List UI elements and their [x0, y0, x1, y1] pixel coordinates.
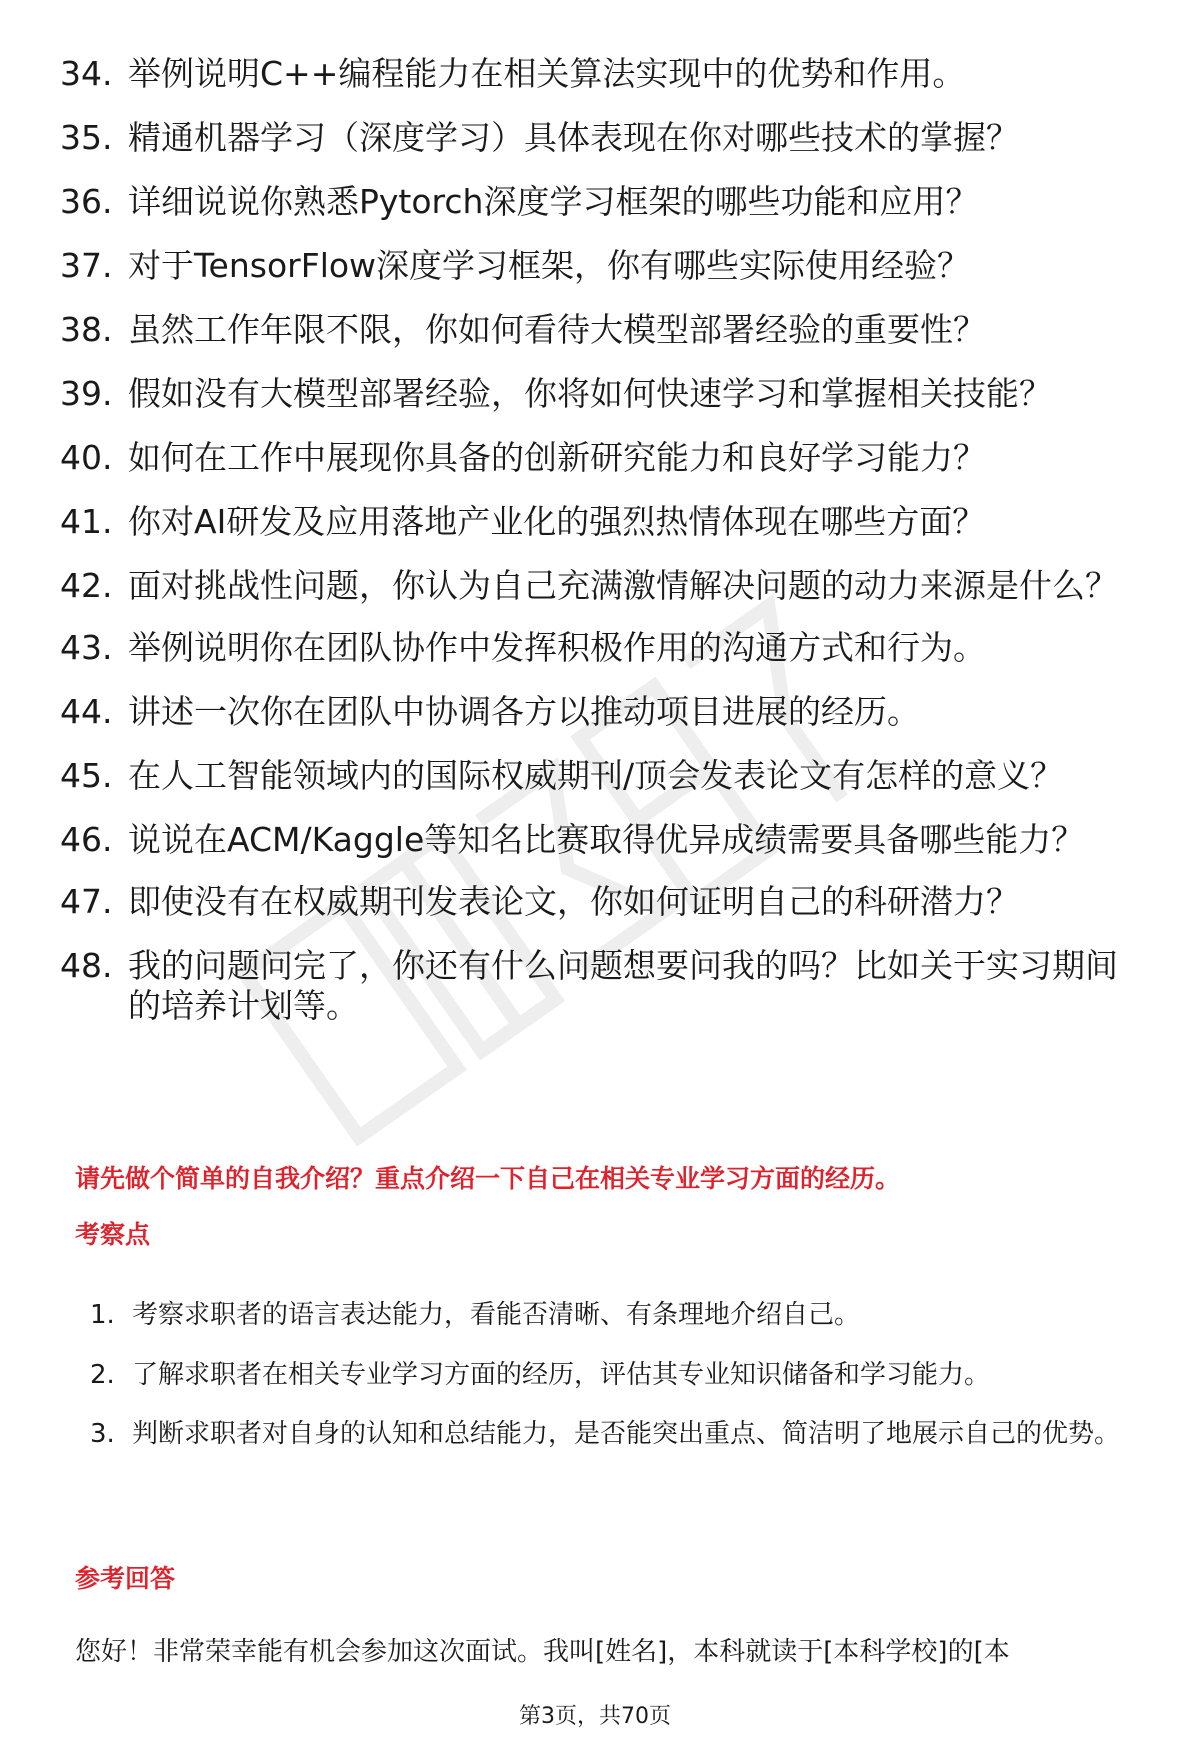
question-text: 举例说明C++编程能力在相关算法实现中的优势和作用。	[128, 54, 966, 93]
exam-point-number: 1.	[90, 1300, 115, 1330]
exam-points-list	[90, 1295, 1150, 1483]
exam-point-text: 了解求职者在相关专业学习方面的经历，评估其专业知识储备和学习能力。	[132, 1360, 991, 1390]
question-text: 你对AI研发及应用落地产业化的强烈热情体现在哪些方面？	[128, 502, 986, 541]
question-number: 40.	[60, 438, 113, 477]
question-number: 42.	[60, 566, 113, 605]
question-item	[60, 310, 1150, 350]
question-number: 34.	[60, 54, 113, 93]
reference-answer-heading: 参考回答	[75, 1564, 176, 1593]
question-item	[60, 246, 1150, 286]
question-text: 即使没有在权威期刊发表论文，你如何证明自己的科研潜力？	[128, 882, 1019, 921]
question-text: 面对挑战性问题，你认为自己充满激情解决问题的动力来源是什么？	[128, 566, 1118, 605]
question-text: 虽然工作年限不限，你如何看待大模型部署经验的重要性？	[128, 310, 986, 349]
question-number: 39.	[60, 374, 113, 413]
question-item	[60, 628, 1150, 668]
exam-point-number: 3.	[90, 1419, 115, 1449]
question-text: 详细说说你熟悉Pytorch深度学习框架的哪些功能和应用？	[128, 182, 979, 221]
main-question-heading: 请先做个简单的自我介绍？重点介绍一下自己在相关专业学习方面的经历。	[75, 1164, 901, 1193]
question-text: 讲述一次你在团队中协调各方以推动项目进展的经历。	[128, 692, 920, 731]
question-text: 对于TensorFlow深度学习框架，你有哪些实际使用经验？	[128, 246, 971, 285]
exam-point-text: 判断求职者对自身的认知和总结能力，是否能突出重点、简洁明了地展示自己的优势。	[132, 1419, 1121, 1449]
exam-point-item	[90, 1355, 1150, 1395]
question-number: 47.	[60, 882, 113, 921]
question-text: 我的问题问完了，你还有什么问题想要问我的吗？比如关于实习期间的培养计划等。	[128, 946, 1118, 1025]
exam-point-item	[90, 1295, 1150, 1335]
question-item	[60, 438, 1150, 478]
question-item	[60, 566, 1150, 606]
exam-point-number: 2.	[90, 1360, 115, 1390]
question-text: 举例说明你在团队协作中发挥积极作用的沟通方式和行为。	[128, 628, 986, 667]
question-item	[60, 502, 1150, 542]
question-number: 35.	[60, 118, 113, 157]
question-number: 38.	[60, 310, 113, 349]
question-number: 48.	[60, 946, 113, 985]
question-item	[60, 946, 1150, 1026]
page-footer: 第3页，共70页	[519, 1704, 671, 1729]
question-item	[60, 692, 1150, 732]
question-item	[60, 54, 1150, 94]
question-item	[60, 820, 1150, 860]
question-text: 如何在工作中展现你具备的创新研究能力和良好学习能力？	[128, 438, 986, 477]
question-item	[60, 118, 1150, 158]
question-item	[60, 374, 1150, 414]
question-number: 36.	[60, 182, 113, 221]
question-text: 精通机器学习（深度学习）具体表现在你对哪些技术的掌握？	[128, 118, 1019, 157]
exam-point-text: 考察求职者的语言表达能力，看能否清晰、有条理地介绍自己。	[132, 1300, 861, 1330]
exam-point-item	[90, 1405, 1150, 1463]
question-item	[60, 882, 1150, 922]
question-number: 45.	[60, 756, 113, 795]
exam-points-heading: 考察点	[75, 1220, 151, 1249]
question-number: 44.	[60, 692, 113, 731]
reference-answer-text: 您好！非常荣幸能有机会参加这次面试。我叫[姓名]，本科就读于[本科学校]的[本	[75, 1637, 1010, 1667]
question-text: 在人工智能领域内的国际权威期刊/顶会发表论文有怎样的意义？	[128, 756, 1064, 795]
question-item	[60, 182, 1150, 222]
question-number: 41.	[60, 502, 113, 541]
question-number: 46.	[60, 820, 113, 859]
question-number: 37.	[60, 246, 113, 285]
question-number: 43.	[60, 628, 113, 667]
question-item	[60, 756, 1150, 796]
question-text: 说说在ACM/Kaggle等知名比赛取得优异成绩需要具备哪些能力？	[128, 820, 1085, 859]
question-text: 假如没有大模型部署经验，你将如何快速学习和掌握相关技能？	[128, 374, 1052, 413]
question-list	[60, 54, 1150, 1048]
